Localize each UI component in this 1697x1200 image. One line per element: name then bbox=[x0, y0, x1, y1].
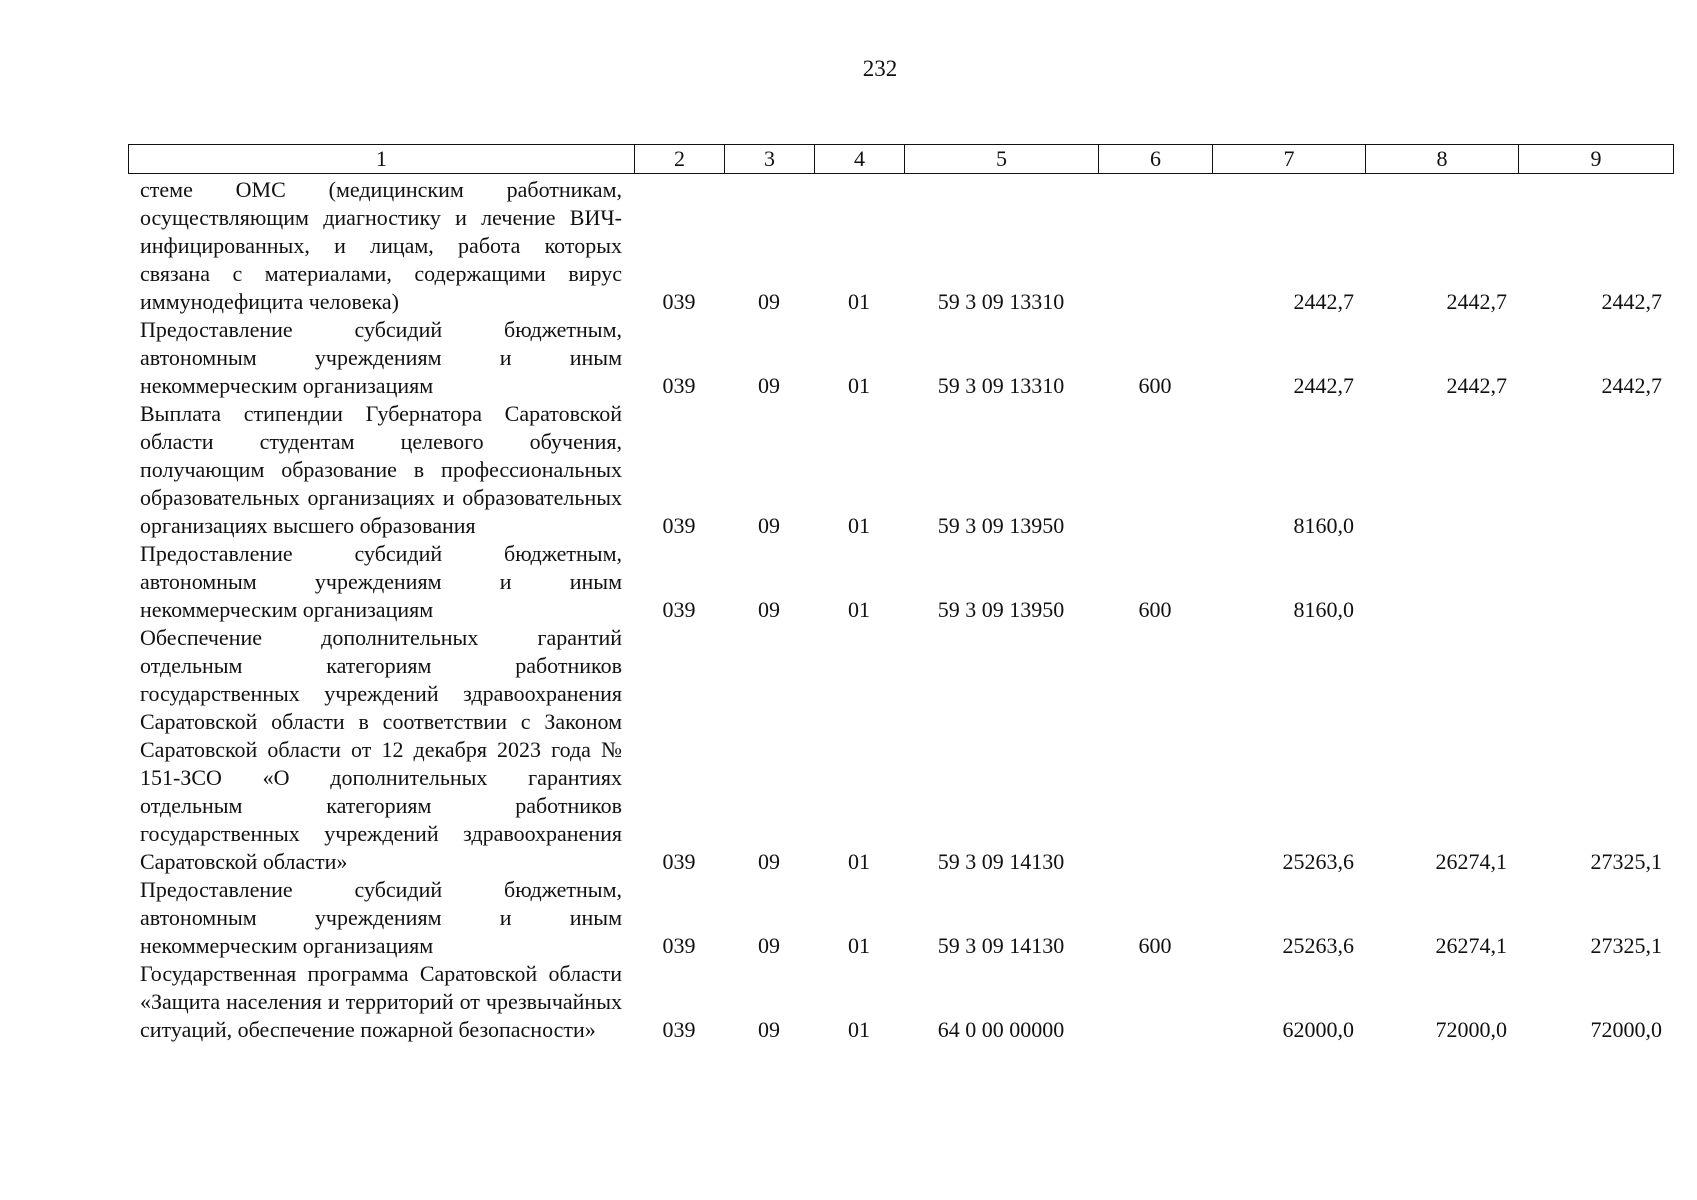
cell-subsection: 01 bbox=[848, 513, 870, 538]
cell-ministry-code: 039 bbox=[662, 849, 696, 874]
cell-amount-year-3: 27325,1 bbox=[1590, 849, 1662, 874]
cell-section: 09 bbox=[758, 373, 780, 398]
column-header-7: 7 bbox=[1213, 145, 1366, 174]
cell-amount-year-2 bbox=[1365, 540, 1518, 624]
cell-expense-type: 600 bbox=[1138, 597, 1172, 622]
table-row bbox=[128, 176, 1673, 316]
page-number: 232 bbox=[862, 56, 898, 81]
cell-amount-year-1: 2442,7 bbox=[1293, 373, 1354, 398]
cell-ministry-code: 039 bbox=[662, 1017, 696, 1042]
cell-ministry-code: 039 bbox=[662, 933, 696, 958]
cell-amount-year-2 bbox=[1365, 400, 1518, 540]
cell-section: 09 bbox=[758, 849, 780, 874]
cell-section: 09 bbox=[758, 1017, 780, 1042]
cell-amount-year-3: 2442,7 bbox=[1601, 373, 1662, 398]
column-header-9: 9 bbox=[1519, 145, 1674, 174]
cell-amount-year-1: 25263,6 bbox=[1282, 933, 1354, 958]
cell-amount-year-2: 2442,7 bbox=[1446, 373, 1507, 398]
cell-target-article: 59 3 09 13310 bbox=[937, 289, 1065, 314]
row-description: Государственная программа Саратовской области «Защита населения и территорий от чрезвычайных ситуаций, обеспечение пожарной безопасности» bbox=[140, 961, 622, 1042]
cell-ministry-code: 039 bbox=[662, 373, 696, 398]
table-row bbox=[128, 316, 1673, 400]
cell-amount-year-1: 2442,7 bbox=[1293, 289, 1354, 314]
column-header-table bbox=[128, 144, 1674, 174]
column-header-row bbox=[129, 145, 1674, 174]
row-description: стеме ОМС (медицинским работникам, осуществляющим диагностику и лечение ВИЧ-инфицированных, и лицам, работа которых связана с материалами, содержащими вирус иммунодефицита человека) bbox=[140, 177, 622, 314]
cell-target-article: 64 0 00 00000 bbox=[937, 1017, 1065, 1042]
cell-expense-type bbox=[1098, 176, 1212, 316]
cell-section: 09 bbox=[758, 597, 780, 622]
cell-amount-year-3: 72000,0 bbox=[1590, 1017, 1662, 1042]
cell-amount-year-3 bbox=[1518, 540, 1673, 624]
cell-subsection: 01 bbox=[848, 849, 870, 874]
column-header-1: 1 bbox=[129, 145, 635, 174]
cell-amount-year-1: 8160,0 bbox=[1293, 513, 1354, 538]
cell-amount-year-1: 62000,0 bbox=[1282, 1017, 1354, 1042]
table-row bbox=[128, 876, 1673, 960]
cell-expense-type bbox=[1098, 400, 1212, 540]
row-description: Выплата стипендии Губернатора Саратовской области студентам целевого обучения, получающим образование в профессиональных образовательных организациях и образовательных организациях высшего образования bbox=[140, 401, 622, 538]
cell-target-article: 59 3 09 13950 bbox=[937, 513, 1065, 538]
table-row bbox=[128, 540, 1673, 624]
cell-target-article: 59 3 09 14130 bbox=[937, 933, 1065, 958]
column-header-3: 3 bbox=[725, 145, 815, 174]
column-header-8: 8 bbox=[1366, 145, 1519, 174]
cell-target-article: 59 3 09 13310 bbox=[937, 373, 1065, 398]
cell-amount-year-1: 8160,0 bbox=[1293, 597, 1354, 622]
row-description: Обеспечение дополнительных гарантий отдельным категориям работников государственных учреждений здравоохранения Саратовской области в соответствии с Законом Саратовской области от 12 декабря 2023 года № 151-ЗСО «О дополнительных гарантиях отдельным категориям работников государственных учреждений здравоохранения Саратовской области» bbox=[140, 625, 622, 874]
cell-expense-type: 600 bbox=[1138, 373, 1172, 398]
row-description: Предоставление субсидий бюджетным, автономным учреждениям и иным некоммерческим организациям bbox=[140, 877, 622, 958]
cell-amount-year-1: 25263,6 bbox=[1282, 849, 1354, 874]
cell-amount-year-3: 2442,7 bbox=[1601, 289, 1662, 314]
column-header-4: 4 bbox=[815, 145, 905, 174]
budget-table bbox=[128, 176, 1673, 1044]
cell-amount-year-2: 26274,1 bbox=[1435, 933, 1507, 958]
column-header-5: 5 bbox=[905, 145, 1099, 174]
table-row bbox=[128, 960, 1673, 1044]
cell-section: 09 bbox=[758, 513, 780, 538]
cell-subsection: 01 bbox=[848, 373, 870, 398]
cell-expense-type bbox=[1098, 960, 1212, 1044]
cell-subsection: 01 bbox=[848, 289, 870, 314]
table-row bbox=[128, 400, 1673, 540]
cell-ministry-code: 039 bbox=[662, 597, 696, 622]
column-header-6: 6 bbox=[1099, 145, 1213, 174]
cell-amount-year-3 bbox=[1518, 400, 1673, 540]
cell-amount-year-2: 2442,7 bbox=[1446, 289, 1507, 314]
cell-expense-type bbox=[1098, 624, 1212, 876]
cell-subsection: 01 bbox=[848, 597, 870, 622]
cell-ministry-code: 039 bbox=[662, 289, 696, 314]
cell-section: 09 bbox=[758, 289, 780, 314]
cell-subsection: 01 bbox=[848, 1017, 870, 1042]
cell-target-article: 59 3 09 14130 bbox=[937, 849, 1065, 874]
cell-expense-type: 600 bbox=[1138, 933, 1172, 958]
row-description: Предоставление субсидий бюджетным, автономным учреждениям и иным некоммерческим организациям bbox=[140, 317, 622, 398]
cell-amount-year-3: 27325,1 bbox=[1590, 933, 1662, 958]
cell-ministry-code: 039 bbox=[662, 513, 696, 538]
cell-target-article: 59 3 09 13950 bbox=[937, 597, 1065, 622]
table-row bbox=[128, 624, 1673, 876]
row-description: Предоставление субсидий бюджетным, автономным учреждениям и иным некоммерческим организациям bbox=[140, 541, 622, 622]
cell-amount-year-2: 26274,1 bbox=[1435, 849, 1507, 874]
cell-section: 09 bbox=[758, 933, 780, 958]
cell-amount-year-2: 72000,0 bbox=[1435, 1017, 1507, 1042]
cell-subsection: 01 bbox=[848, 933, 870, 958]
column-header-2: 2 bbox=[635, 145, 725, 174]
